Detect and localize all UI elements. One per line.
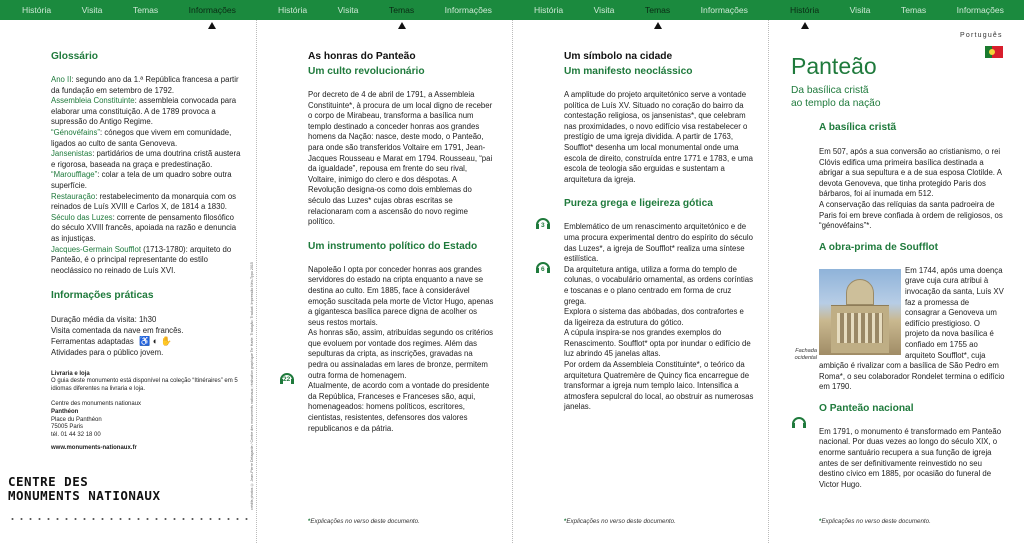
footnote: *Explicações no verso deste documento. [308, 518, 420, 525]
paragraph: Da arquitetura antiga, utiliza a forma do templo de colunas, o vocabulário ornamental, as ordens coríntias e toscanas e o plano centrado em forma de cruz grega. [564, 264, 753, 306]
nav-temas[interactable]: Temas [132, 5, 159, 15]
audioguide-icon [791, 414, 807, 431]
glossary-item: Jansenistas: partidários de uma doutrina cristã austera e rigorosa, baseada na graça e predestinação. [51, 149, 241, 169]
subsection-title: A basílica cristã [819, 122, 897, 133]
nav-temas[interactable]: Temas [644, 5, 671, 15]
subsection-title: O Panteão nacional [819, 402, 914, 414]
nav-historia[interactable]: História [790, 5, 820, 15]
paragraph: Em 1791, o monumento é transformado em Panteão nacional. Por duas vezes ao longo do século XIX, o enorme santuário recupera a sua função de igreja antes de ser definitivamente reinvestido no seu destino cívico em 1885, por ocasião do funeral de Victor Hugo. [819, 426, 1002, 489]
nav-visita[interactable]: Visita [593, 5, 615, 15]
panel-honors [308, 20, 494, 543]
glossary-item: Século das Luzes: corrente de pensamento filosófico do século XVIII francês, apoiada na razão e denuncia as injustiças. [51, 212, 237, 243]
nav-historia[interactable]: História [278, 5, 308, 15]
audioguide-icon: 3 [535, 215, 551, 232]
paragraph: As honras são, assim, atribuídas segundo os critérios que evoluem por vontade dos regimes. Além das sepulturas da cripta, as inscrições, gravadas na pedra ou assinaladas em lares de bronze, permitem outra forma de homenagem. [308, 328, 494, 380]
nav-historia[interactable]: História [22, 5, 52, 15]
nav-informacoes[interactable]: Informações [188, 5, 236, 15]
glossary-item: “Maroufflage”: colar a tela de um quadro sobre outra superfície. [51, 170, 232, 190]
nav-visita[interactable]: Visita [337, 5, 359, 15]
paragraph: A amplitude do projeto arquitetónico serve a vontade política de Luís XV. Situado no coração do bairro da contestação religiosa, os jansenistas*, que celebram nas proximidades, o novo edifício visa restabelecer o prestígio de uma igreja dividida. A partir de 1763, Soufflot* desenha um local monumental onde uma escola de direito, construída entre 1771 e 1783, e uma escola de teologia são erguidas e sustentam a arquitetura da igreja. [564, 90, 753, 184]
practical-info-list: Duração média da visita: 1h30 Visita comentada da nave em francês. Ferramentas adaptadas ♿ ◐ ✋ Atividades para o público jovem. [51, 315, 184, 358]
glossary-list [51, 75, 241, 276]
subsection-title: A obra-prima de Soufflot [819, 241, 939, 253]
audioguide-icon: 22 [279, 370, 295, 387]
pantheon-photo [819, 269, 901, 355]
glossary-title: Glossário [51, 51, 98, 62]
glossary-item: Assembleia Constituinte: assembleia convocada para elaborar uma constituição. A de 1789 provoca a supressão do Antigo Regime. [51, 96, 237, 127]
paragraph: Atualmente, de acordo com a vontade do presidente da República, Franceses e Franceses são, aqui, homenageados: homens políticos, escritores, cientistas, resistentes, defensores dos valores republicanos e da pátria. [308, 381, 490, 433]
subsection-title: Pureza grega e ligeireza gótica [564, 198, 713, 210]
nav-temas[interactable]: Temas [388, 5, 415, 15]
cmn-logo: CENTRE DES MONUMENTS NATIONAUX [8, 474, 161, 503]
subsection-title: Um instrumento político do Estado [308, 240, 478, 252]
nav-temas[interactable]: Temas [900, 5, 927, 15]
nav-bar-3 [512, 0, 768, 20]
glossary-item: Ano II: segundo ano da 1.ª República francesa a partir da fundação em setembro de 1792. [51, 75, 239, 95]
practical-info-title: Informações práticas [51, 290, 154, 302]
glossary-item: Restauração: restabelecimento da monarquia com os reinados de Luís XVIII e Carlos X, de 1814 a 1830. [51, 191, 237, 212]
nav-informacoes[interactable]: Informações [444, 5, 492, 15]
paragraph: Emblemático de um renascimento arquitetónico e de uma procura experimental dentro do espírito do século das Luzes*, a igreja de Soufflot* realiza uma síntese estilística. [564, 222, 753, 264]
nav-visita[interactable]: Visita [81, 5, 103, 15]
divider [768, 20, 769, 543]
panel-pantheon-body [819, 20, 1005, 543]
photo-credits: crédits photos © Jean-Pierre Delagarde / Centre des monuments nationaux; réalisation graphique Ter Harte. Tradução: Traduct. Impressão Néo-Typo 2015 [250, 262, 254, 510]
panel-information [51, 20, 241, 543]
logo-dots [8, 516, 254, 522]
nav-bar-2 [256, 0, 512, 20]
main-title: Panteão [791, 53, 877, 79]
subsection-title: Um culto revolucionário [308, 66, 425, 77]
paragraph: Por decreto de 4 de abril de 1791, a Assembleia Constituinte*, à procura de um local digno de receber o corpo de Mirabeau, transforma a basílica num templo destinado a conceder honras aos grandes homens da Nação: nasce, deste modo, o Panteão, para onde são transferidos Voltaire em 1791, Jean-Jacques Rousseau e Marat em 1794. Rousseau, “pai da igualdade”, repousa em frente do seu rival, Voltaire, inimigo do clero e dos déspotas. A Revolução designa-os como dois emblemas do século das Luzes* cujas obras escritas se relacionaram com a ascensão do novo regime político. [308, 90, 493, 227]
footnote: *Explicações no verso deste documento. [564, 518, 676, 525]
paragraph: Napoleão I opta por conceder honras aos grandes servidores do estado na cripta enquanto a nave se destina ao culto. Em 1885, face à considerável emoção suscitada pela morte de Victor Hugo, apenas a gigantesca basílica parece digna de acolher os seus restos mortais. [308, 264, 494, 327]
glossary-item: Jacques-Germain Soufflot (1713-1780): arquiteto do Panteão, é o principal representante do estilo neoclássico no reinado de Luís XVI. [51, 244, 232, 275]
nav-informacoes[interactable]: Informações [956, 5, 1004, 15]
website-link[interactable]: www.monuments-nationaux.fr [51, 445, 137, 452]
section-title: Um símbolo na cidade [564, 51, 673, 62]
audioguide-icon: 6 [535, 259, 551, 276]
section-title: As honras do Panteão [308, 51, 416, 62]
shop-info: Livraria e loja O guia deste monumento está disponível na coleção “Itinéraires” em 5 idiomas diferentes na livraria e loja. [51, 370, 238, 392]
language-label: Português [960, 32, 1003, 39]
paragraph: A conservação das relíquias da santa padroeira de Paris foi em breve confiada à ordem de religiosos, os “génovéfains”*. [819, 199, 1003, 231]
footnote: *Explicações no verso deste documento. [819, 518, 931, 525]
photo-caption: Fachada ocidental [794, 348, 817, 361]
address: Centre des monuments nationaux Panthéon Place du Panthéon 75005 Paris tél. 01 44 32 18 00 [51, 401, 142, 438]
nav-bar-1 [0, 0, 256, 20]
glossary-item: “Génovéfains”: cónegos que vivem em comunidade, ligados ao culto de santa Genoveva. [51, 127, 232, 148]
nav-informacoes[interactable]: Informações [700, 5, 748, 15]
subsection-title: Um manifesto neoclássico [564, 66, 693, 77]
main-subtitle: Da basílica cristã ao templo da nação [791, 85, 881, 109]
paragraph: Por ordem da Assembleia Constituinte*, o teórico da arquitetura Quatremère de Quincy fica encarregue de transformar a igreja num templo laico. Intensifica a atmosfera sepulcral do local, ao obstruir as numerosas janelas. [564, 360, 754, 412]
nav-visita[interactable]: Visita [849, 5, 871, 15]
panel-symbol [564, 20, 754, 543]
paragraph: Em 507, após a sua conversão ao cristianismo, o rei Clóvis edifica uma primeira basílica destinada a abrigar a sua sepultura e a de sua esposa Clotilde. A devota Genoveva, que tinha protegido Paris dos bárbaros, foi aí inumada em 512. [819, 147, 1002, 199]
paragraph: Explora o sistema das abóbadas, dos contrafortes e da ligeireza da estrutura do gótico. [564, 307, 744, 327]
accessibility-icons: ♿ ◐ ✋ [138, 336, 172, 347]
nav-bar-4 [768, 0, 1024, 20]
paragraph: A cúpula inspira-se nos grandes exemplos do Renascimento. Soufflot* opta por inundar o edifício de luz abrindo 45 janelas altas. [564, 328, 751, 359]
paragraph: Em 1744, após uma doença grave cuja cura atribui à invocação da santa, Luís XV faz a promessa de consagrar a Genoveva um edifício prestigioso. O projeto da nova basílica é confiado em 1755 ao arquiteto Soufflot*, cuja ambição é rivalizar com a basílica de São Pedro em Roma*, o seu colaborador Rondelet termina o edifício em 1790. [819, 265, 1005, 392]
nav-historia[interactable]: História [534, 5, 564, 15]
divider [512, 20, 513, 543]
